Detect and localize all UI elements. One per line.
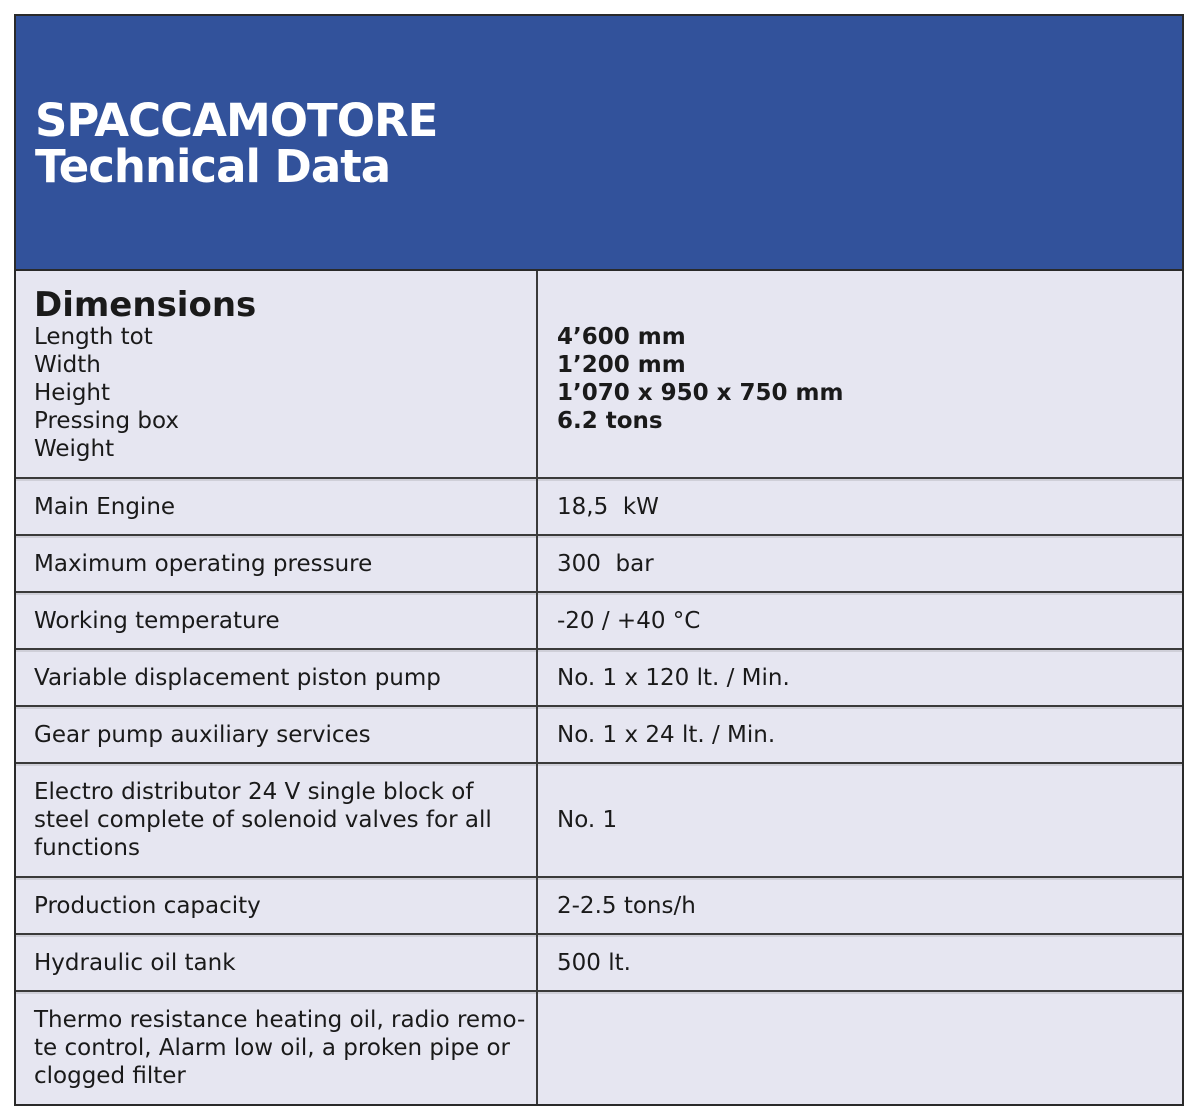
table-row (16, 650, 1182, 707)
title-line-product: SPACCAMOTORE (35, 94, 438, 147)
row-label: Working temperature (16, 593, 538, 648)
technical-data-sheet (14, 14, 1184, 1106)
extras-label-line: te control, Alarm low oil, a proken pipe or (34, 1035, 511, 1061)
row-value: -20 / +40 °C (557, 607, 701, 634)
dimension-label: Length tot (34, 324, 153, 350)
distributor-label-cell (16, 764, 538, 876)
dimension-value: 1’200 mm (557, 352, 686, 378)
row-value: 2-2.5 tons/h (557, 892, 696, 919)
row-label: Production capacity (16, 878, 538, 933)
row-value: No. 1 x 120 lt. / Min. (557, 664, 790, 691)
distributor-label-line: steel complete of solenoid valves for all (34, 807, 492, 833)
extras-label-line: clogged filter (34, 1063, 186, 1089)
dimensions-heading: Dimensions (34, 285, 257, 325)
dimension-value: 4’600 mm (557, 324, 686, 350)
dimension-label: Weight (34, 436, 115, 462)
dimension-value: 1’070 x 950 x 750 mm (557, 380, 844, 406)
spec-table (16, 271, 1182, 1104)
dimensions-label-cell (16, 271, 538, 477)
dimensions-value-cell (538, 271, 1182, 477)
title-line-subtitle: Technical Data (35, 140, 391, 193)
table-row (16, 707, 1182, 764)
row-value: 18,5 kW (557, 493, 659, 520)
table-row (16, 593, 1182, 650)
dimension-label: Height (34, 380, 111, 406)
dimension-value: 6.2 tons (557, 408, 663, 434)
row-label: Hydraulic oil tank (16, 935, 538, 990)
table-row (16, 536, 1182, 593)
extras-value (538, 992, 1182, 1104)
table-row (16, 479, 1182, 536)
distributor-label-line: Electro distributor 24 V single block of (34, 779, 474, 805)
table-row-dimensions (16, 271, 1182, 479)
row-value: 500 lt. (557, 949, 631, 976)
dimension-label: Width (34, 352, 101, 378)
extras-label-line: Thermo resistance heating oil, radio remo- (34, 1007, 526, 1033)
table-row (16, 878, 1182, 935)
row-label: Maximum operating pressure (16, 536, 538, 591)
row-label: Main Engine (16, 479, 538, 534)
extras-label-cell (16, 992, 538, 1104)
table-row-distributor (16, 764, 1182, 878)
row-label: Gear pump auxiliary services (16, 707, 538, 762)
distributor-value: No. 1 (557, 807, 618, 833)
page-title (35, 94, 438, 193)
table-row (16, 935, 1182, 992)
row-value: No. 1 x 24 lt. / Min. (557, 721, 776, 748)
row-label: Variable displacement piston pump (16, 650, 538, 705)
distributor-label-line: functions (34, 835, 140, 861)
dimension-label: Pressing box (34, 408, 179, 434)
row-value: 300 bar (557, 550, 654, 577)
header-banner (16, 16, 1182, 271)
table-row-extras (16, 992, 1182, 1104)
